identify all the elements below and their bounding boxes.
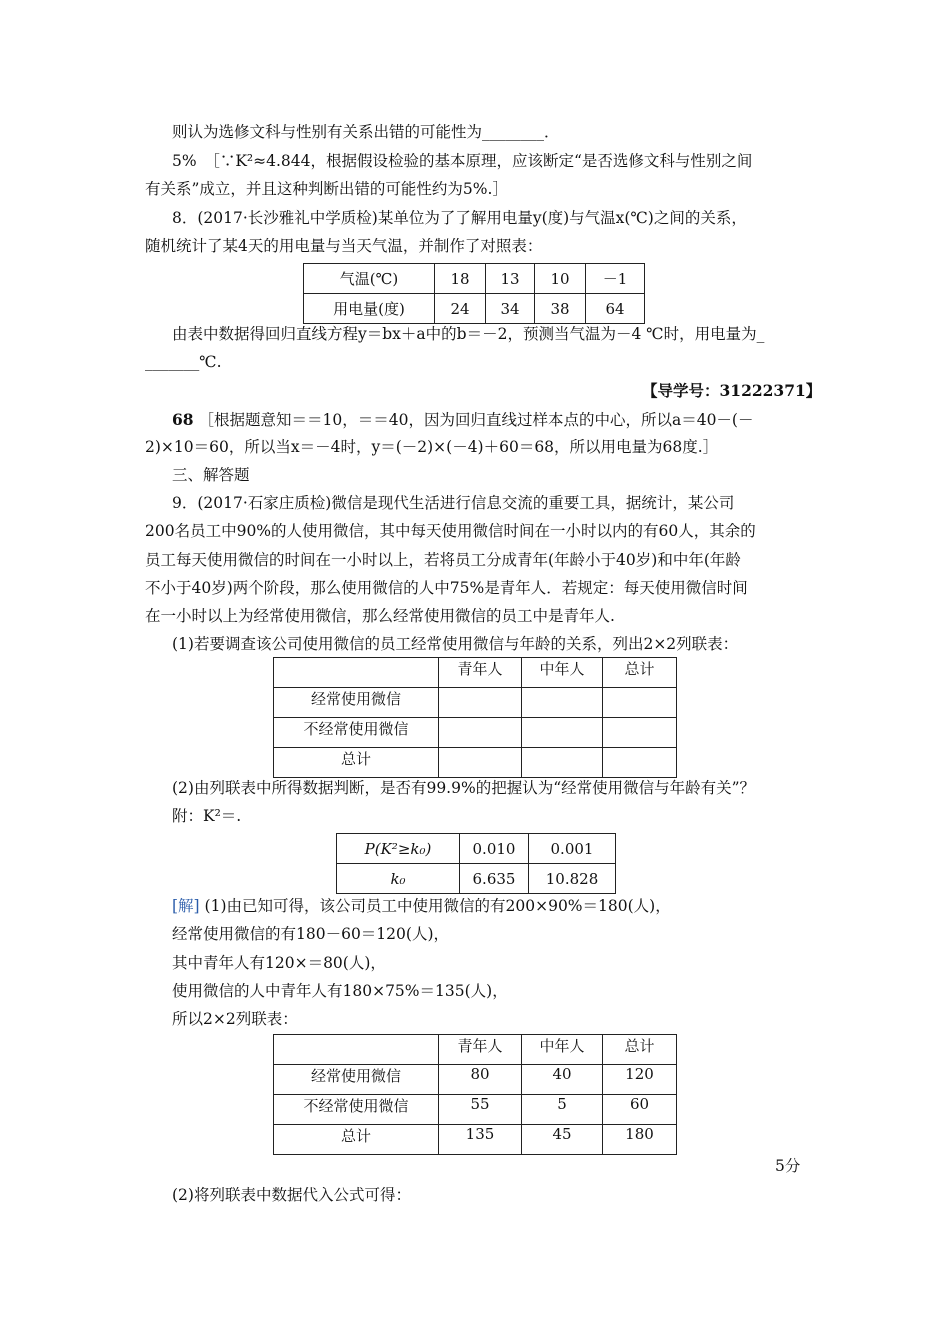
table-cell: 10 xyxy=(535,264,586,294)
solution-line xyxy=(172,896,671,916)
table-cell: 45 xyxy=(522,1125,603,1155)
table-cell xyxy=(274,1035,439,1065)
table-cell: 中年人 xyxy=(522,658,603,688)
table-cell: 不经常使用微信 xyxy=(274,718,439,748)
table-cell: 用电量(度) xyxy=(304,294,435,324)
table-cell: 18 xyxy=(435,264,486,294)
table-cell xyxy=(439,718,522,748)
question-9-line: 200名员工中90%的人使用微信，其中每天使用微信时间在一小时以内的有60人，其余的 xyxy=(145,522,756,540)
table-cell: 经常使用微信 xyxy=(274,1065,439,1095)
table-cell: 55 xyxy=(439,1095,522,1125)
table-cell: －1 xyxy=(586,264,645,294)
solution-line: 其中青年人有120×＝80(人)， xyxy=(172,954,386,972)
solution-line: 使用微信的人中青年人有180×75%＝135(人)， xyxy=(172,982,508,1000)
table-cell: 总计 xyxy=(603,658,677,688)
table-cell: 5 xyxy=(522,1095,603,1125)
question-8-line: _______℃. xyxy=(145,353,222,371)
table-cell: 38 xyxy=(535,294,586,324)
table-cell xyxy=(274,658,439,688)
guide-number: 【导学号：31222371】 xyxy=(642,381,822,400)
table-cell: 0.001 xyxy=(529,834,616,864)
table-cell: 64 xyxy=(586,294,645,324)
table-cell xyxy=(439,688,522,718)
question-9-line: 不小于40岁)两个阶段，那么使用微信的人中75%是青年人．若规定：每天使用微信时间 xyxy=(145,579,748,597)
answer-8-line xyxy=(172,410,753,430)
table-cell: 80 xyxy=(439,1065,522,1095)
table-cell: 13 xyxy=(486,264,535,294)
table-cell: 0.010 xyxy=(460,834,529,864)
answer-text: ［根据题意知＝＝10，＝＝40，因为回归直线过样本点的中心，所以a＝40－(－ xyxy=(198,411,754,429)
question-9-line: 员工每天使用微信的时间在一小时以上，若将员工分成青年(年龄小于40岁)和中年(年龄 xyxy=(145,551,741,569)
solution-tag: [解] xyxy=(172,897,200,915)
table-cell: 气温(℃) xyxy=(304,264,435,294)
question-8-line: 8．(2017·长沙雅礼中学质检)某单位为了了解用电量y(度)与气温x(℃)之间的关系， xyxy=(172,209,747,227)
table-cell: 60 xyxy=(603,1095,677,1125)
answer-7-line: 有关系”成立，并且这种判断出错的可能性约为5%.］ xyxy=(145,180,508,198)
question-8-line: 由表中数据得回归直线方程y＝bx＋a中的b＝－2，预测当气温为－4 ℃时，用电量为_ xyxy=(172,325,765,343)
table-cell: 青年人 xyxy=(439,658,522,688)
table-cell: 青年人 xyxy=(439,1035,522,1065)
question-9-line: 在一小时以上为经常使用微信，那么经常使用微信的员工中是青年人. xyxy=(145,607,615,625)
table-cell: 34 xyxy=(486,294,535,324)
table-cell: 中年人 xyxy=(522,1035,603,1065)
table-cell: k₀ xyxy=(337,864,460,894)
solution-part-2: (2)将列联表中数据代入公式可得： xyxy=(172,1186,411,1204)
table-cell xyxy=(522,748,603,778)
table-cell: 10.828 xyxy=(529,864,616,894)
answer-7-line: 5% ［∵K²≈4.844，根据假设检验的基本原理，应该断定“是否选修文科与性别之间 xyxy=(172,152,753,170)
table-cell: 总计 xyxy=(274,748,439,778)
solution-text: (1)由已知可得，该公司员工中使用微信的有200×90%＝180(人)， xyxy=(204,897,671,915)
question-9-line: 9．(2017·石家庄质检)微信是现代生活进行信息交流的重要工具，据统计，某公司 xyxy=(172,494,735,512)
table-cell xyxy=(522,688,603,718)
table-cell: 135 xyxy=(439,1125,522,1155)
score-label: 5分 xyxy=(775,1157,801,1175)
table-cell: P(K²≥k₀) xyxy=(337,834,460,864)
table-cell xyxy=(603,718,677,748)
table-cell xyxy=(603,688,677,718)
table-cell: 180 xyxy=(603,1125,677,1155)
table-cell: 120 xyxy=(603,1065,677,1095)
table-cell xyxy=(522,718,603,748)
contingency-table-filled xyxy=(273,1034,677,1155)
table-cell: 不经常使用微信 xyxy=(274,1095,439,1125)
solution-line: 所以2×2列联表： xyxy=(172,1010,298,1028)
question-9-part-2: (2)由列联表中所得数据判断，是否有99.9%的把握认为“经常使用微信与年龄有关”？ xyxy=(172,779,756,797)
formula-attachment: 附：K²＝. xyxy=(172,807,242,825)
question-9-part-1: (1)若要调查该公司使用微信的员工经常使用微信与年龄的关系，列出2×2列联表： xyxy=(172,635,739,653)
temperature-power-table xyxy=(303,263,645,324)
contingency-table-empty xyxy=(273,657,677,778)
table-cell: 总计 xyxy=(274,1125,439,1155)
table-cell: 经常使用微信 xyxy=(274,688,439,718)
table-cell: 24 xyxy=(435,294,486,324)
answer-8-line: 2)×10＝60，所以当x＝－4时，y＝(－2)×(－4)＋60＝68，所以用电量为68度.］ xyxy=(145,438,719,456)
solution-line: 经常使用微信的有180－60＝120(人)， xyxy=(172,925,449,943)
table-cell xyxy=(603,748,677,778)
critical-value-table xyxy=(336,833,616,894)
text-line: 则认为选修文科与性别有关系出错的可能性为________． xyxy=(172,123,560,141)
table-cell: 40 xyxy=(522,1065,603,1095)
question-8-line: 随机统计了某4天的用电量与当天气温，并制作了对照表： xyxy=(145,237,543,255)
table-cell xyxy=(439,748,522,778)
answer-value: 68 xyxy=(172,410,194,429)
table-cell: 6.635 xyxy=(460,864,529,894)
table-cell: 总计 xyxy=(603,1035,677,1065)
section-heading: 三、解答题 xyxy=(172,466,250,484)
